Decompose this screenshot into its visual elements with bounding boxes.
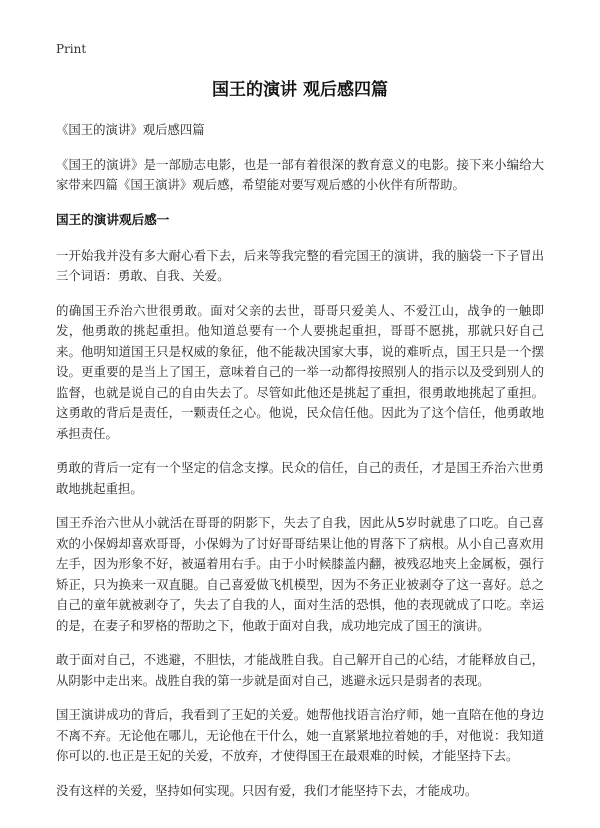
body-paragraph: 一开始我并没有多大耐心看下去，后来等我完整的看完国王的演讲，我的脑袋一下子冒出三个词语：勇敢、自我、关爱。 (56, 247, 544, 283)
body-paragraph: 敢于面对自己，不逃避，不胆怯，才能战胜自我。自己解开自己的心结，才能释放自己，从阴影中走出来。战胜自我的第一步就是面对自己，逃避永远只是弱者的表现。 (56, 652, 544, 688)
body-paragraph: 的确国王乔治六世很勇敢。面对父亲的去世，哥哥只爱美人、不爱江山，战争的一触即发，他勇敢的挑起重担。他知道总要有一个人要挑起重担，哥哥不愿挑，那就只好自己来。他明知道国王只是权威的象征，他不能裁决国家大事，说的难听点，国王只是一个摆设。更重要的是当上了国王，意味着自己的一举一动都得按照别人的指示以及受到别人的监督，也就是说自己的自由失去了。尽管如此他还是挑起了重担，很勇敢地挑起了重担。这勇敢的背后是责任，一颗责任之心。他说，民众信任他。因此为了这个信任，他勇敢地承担责任。 (56, 302, 544, 441)
body-paragraph: 勇敢的背后一定有一个坚定的信念支撑。民众的信任，自己的责任，才是国王乔治六世勇敢地挑起重担。 (56, 460, 544, 496)
body-paragraph: 没有这样的关爱，坚持如何实现。只因有爱，我们才能坚持下去，才能成功。 (56, 782, 478, 798)
intro-title-line: 《国王的演讲》观后感四篇 (56, 122, 205, 137)
print-link[interactable]: Print (56, 42, 87, 56)
intro-paragraph: 《国王的演讲》是一部励志电影，也是一部有着很深的教育意义的电影。接下来小编给大家带来四篇《国王演讲》观后感，希望能对要写观后感的小伙伴有所帮助。 (56, 156, 544, 192)
page-title: 国王的演讲 观后感四篇 (212, 80, 388, 100)
body-paragraph: 国王演讲成功的背后，我看到了王妃的关爱。她帮他找语言治疗师，她一直陪在他的身边不离不弃。无论他在哪儿，无论他在干什么，她一直紧紧地拉着她的手，对他说：我知道你可以的.也正是王妃的关爱，不放弃，才使得国王在最艰难的时候，才能坚持下去。 (56, 707, 544, 763)
body-paragraph: 国王乔治六世从小就活在哥哥的阴影下，失去了自我，因此从5岁时就患了口吃。自己喜欢的小保姆却喜欢哥哥，小保姆为了讨好哥哥结果让他的胃落下了病根。从小自己喜欢用左手，因为形象不好，被逼着用右手。由于小时候膝盖内翻，被残忍地夹上金属板，强行矫正，只为换来一双直腿。自己喜爱做飞机模型，因为不务正业被剥夺了这一喜好。总之自己的童年就被剥夺了，失去了自我的人，面对生活的恐惧，他的表现就成了口吃。幸运的是，在妻子和罗格的帮助之下，他敢于面对自我，成功地完成了国王的演讲。 (56, 515, 544, 633)
section-heading: 国王的演讲观后感一 (56, 211, 170, 227)
